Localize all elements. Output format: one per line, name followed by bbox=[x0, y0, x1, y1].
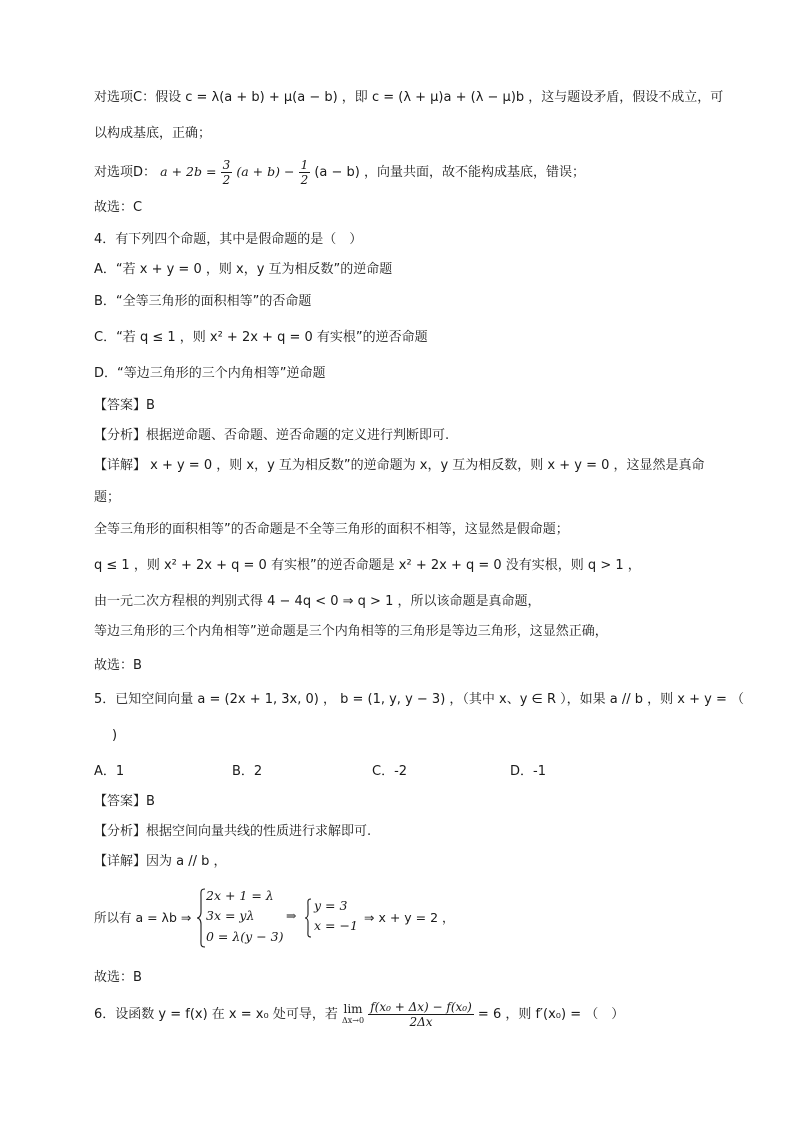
question-5-cont: ) bbox=[112, 728, 118, 743]
q6-suffix: = 6 ，则 f′(x₀) = （ ） bbox=[477, 1007, 625, 1022]
q6-prefix: 6．设函数 y = f(x) 在 x = x₀ 处可导，若 bbox=[94, 1007, 338, 1022]
q4-detail-3: 全等三角形的面积相等”的否命题是不全等三角形的面积不相等，这显然是假命题； bbox=[94, 522, 569, 537]
q5-detail-1: 【详解】因为 a // b ， bbox=[94, 854, 227, 869]
q4-detail-2: 题； bbox=[94, 490, 121, 505]
limit-label: lim bbox=[343, 1001, 363, 1016]
fraction-3-2 bbox=[221, 158, 233, 187]
question-5: 5．已知空间向量 a = (2x + 1, 3x, 0) ， b = (1, y, y − 3) ，（其中 x、y ∈ R ），如果 a // b ，则 x + y = （ bbox=[94, 692, 745, 707]
line-choice-c: 故选：C bbox=[94, 200, 143, 215]
system-result: ⇒ x + y = 2 ， bbox=[364, 910, 455, 925]
q5-answer: 【答案】B bbox=[94, 794, 155, 809]
option-d-label: 对选项D： bbox=[94, 165, 157, 180]
line-basis: 以构成基底，正确； bbox=[94, 126, 212, 141]
result-eq-1: y = 3 bbox=[314, 898, 348, 913]
q4-detail-1: 【详解】 x + y = 0 ，则 x，y 互为相反数”的逆命题为 x，y 互为相反数，则 x + y = 0 ，这显然是真命 bbox=[94, 458, 705, 473]
fraction-1-2 bbox=[299, 158, 311, 187]
q4-answer: 【答案】B bbox=[94, 398, 155, 413]
q4-detail-4: q ≤ 1 ，则 x² + 2x + q = 0 有实根”的逆否命题是 x² + 2x + q = 0 没有实根，则 q > 1 ， bbox=[94, 558, 641, 573]
implies-arrow: ⇒ bbox=[286, 908, 297, 923]
q4-option-c: C．“若 q ≤ 1 ，则 x² + 2x + q = 0 有实根”的逆否命题 bbox=[94, 330, 428, 345]
q4-option-b: B．“全等三角形的面积相等”的否命题 bbox=[94, 294, 312, 309]
system-eq-1: 2x + 1 = λ bbox=[206, 888, 274, 903]
option-d-expr-2: (a + b) − bbox=[236, 164, 295, 179]
limit-subscript: Δx→0 bbox=[341, 1015, 365, 1025]
left-brace-small bbox=[304, 898, 312, 938]
q4-detail-5: 由一元二次方程根的判别式得 4 − 4q < 0 ⇒ q > 1 ，所以该命题是真命题， bbox=[94, 594, 541, 609]
result-eq-2: x = −1 bbox=[314, 918, 358, 933]
q5-equation-system bbox=[94, 886, 514, 950]
q5-option-b: B．2 bbox=[232, 764, 263, 779]
q4-analysis: 【分析】根据逆命题、否命题、逆否命题的定义进行判断即可. bbox=[94, 428, 450, 443]
q5-option-c: C．-2 bbox=[372, 764, 408, 779]
line-option-c: 对选项C：假设 c = λ(a + b) + μ(a − b) ，即 c = (λ + μ)a + (λ − μ)b ，这与题设矛盾，假设不成立，可 bbox=[94, 90, 724, 105]
system-eq-3: 0 = λ(y − 3) bbox=[206, 929, 284, 944]
system-eq-2: 3x = yλ bbox=[206, 908, 255, 923]
q6-fraction-numerator: f(x₀ + Δx) − f(x₀) bbox=[370, 1000, 472, 1014]
q6-limit bbox=[342, 1003, 364, 1027]
question-4: 4．有下列四个命题，其中是假命题的是（ ） bbox=[94, 232, 363, 247]
q4-detail-6: 等边三角形的三个内角相等”逆命题是三个内角相等的三角形是等边三角形，这显然正确， bbox=[94, 624, 608, 639]
fraction-num: 3 bbox=[222, 158, 231, 172]
q4-option-a: A．“若 x + y = 0 ，则 x，y 互为相反数”的逆命题 bbox=[94, 262, 393, 277]
option-d-expr-1: a + 2b = bbox=[160, 164, 217, 179]
question-6 bbox=[94, 1000, 624, 1029]
q6-fraction bbox=[368, 1000, 474, 1029]
q5-option-a: A．1 bbox=[94, 764, 125, 779]
line-option-d bbox=[94, 158, 585, 187]
system-prefix: 所以有 a = λb ⇒ bbox=[94, 910, 192, 925]
q5-choice: 故选：B bbox=[94, 970, 142, 985]
q5-option-d: D．-1 bbox=[510, 764, 546, 779]
fraction-num: 1 bbox=[300, 158, 309, 172]
q5-analysis: 【分析】根据空间向量共线的性质进行求解即可. bbox=[94, 824, 372, 839]
q6-fraction-denominator: 2Δx bbox=[409, 1015, 433, 1029]
q4-option-d: D．“等边三角形的三个内角相等”逆命题 bbox=[94, 366, 326, 381]
option-d-expr-3: (a − b) ，向量共面，故不能构成基底，错误； bbox=[314, 165, 586, 180]
q4-choice: 故选：B bbox=[94, 658, 142, 673]
left-brace-large bbox=[196, 888, 206, 948]
fraction-den: 2 bbox=[222, 173, 231, 187]
fraction-den: 2 bbox=[300, 173, 309, 187]
